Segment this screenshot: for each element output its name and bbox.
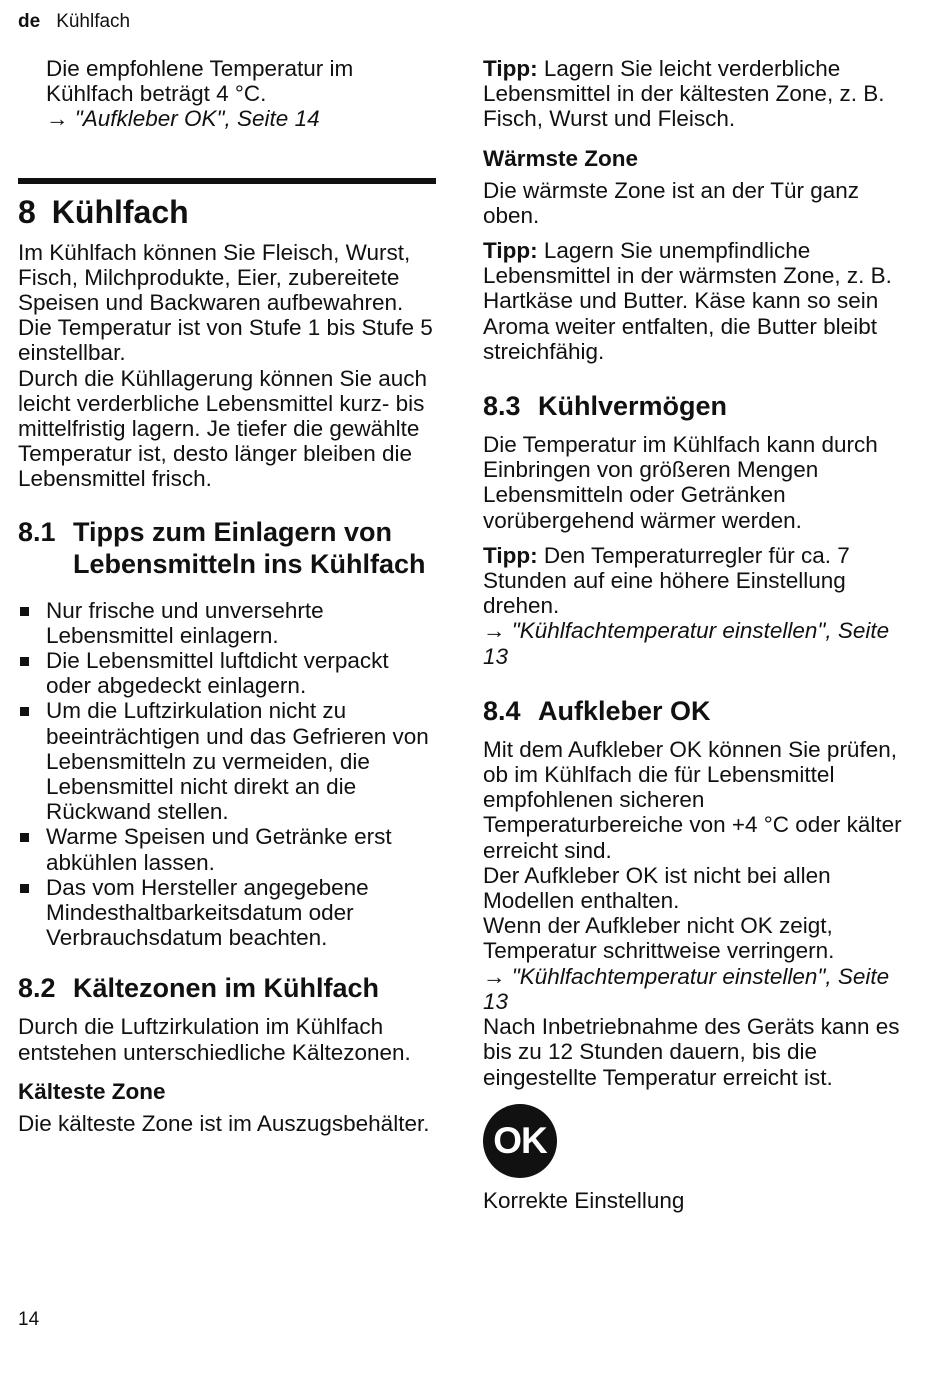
section-title: Kühlvermögen (538, 391, 728, 422)
page-number: 14 (18, 1309, 40, 1330)
section-number: 8.3 (483, 391, 521, 422)
chapter-paragraph-3: Durch die Kühllagerung können Sie auch leicht verderbliche Lebensmittel kurz- bis mittelfristig lagern. Je tiefer die gewählte Temperatur ist, desto länger bleiben die Lebensmittel frisch. (18, 365, 428, 492)
header-section-title: Kühlfach (56, 11, 131, 32)
list-item: Nur frische und unversehrte Lebensmittel einlagern. (18, 598, 436, 648)
coldest-zone-tip (483, 56, 903, 132)
tip-label: Tipp: (483, 238, 538, 264)
list-item: Warme Speisen und Getränke erst abkühlen lassen. (18, 824, 436, 874)
intro-block (18, 56, 436, 132)
warmest-zone-tip (483, 238, 903, 364)
section-8-2-heading (18, 972, 436, 1004)
tip-text: Lagern Sie unempfindliche Lebensmittel in der wärmsten Zone, z. B. Hartkäse und Butter. Käse kann so sein Aroma weiter entfalten, die Butter bleibt streichfähig. (483, 238, 892, 364)
section-title: Tipps zum Einlagern von Lebensmitteln ins Kühlfach (73, 516, 426, 579)
section-number: 8.2 (18, 973, 56, 1004)
section-number: 8.1 (18, 516, 56, 547)
page-header (18, 10, 130, 34)
ok-sticker-paragraph-4: Nach Inbetriebnahme des Geräts kann es bis zu 12 Stunden dauern, bis die eingestellte Temperatur erreicht ist. (483, 1014, 900, 1090)
list-item: Das vom Hersteller angegebene Mindesthaltbarkeitsdatum oder Verbrauchsdatum beachten. (18, 875, 436, 951)
left-column (18, 56, 436, 1136)
ok-sticker-icon: OK (483, 1104, 557, 1178)
cooling-capacity-text: Die Temperatur im Kühlfach kann durch Einbringen von größeren Mengen Lebensmitteln oder Getränken vorübergehend wärmer werden. (483, 432, 878, 533)
list-item: Um die Luftzirkulation nicht zu beeinträchtigen und das Gefrieren von Lebensmitteln zu vermeiden, die Lebensmittel nicht direkt an die Rückwand stellen. (18, 698, 436, 824)
section-8-4-heading (483, 695, 903, 727)
right-column (483, 56, 903, 1213)
section-8-3-heading (483, 390, 903, 422)
intro-cross-reference[interactable]: → "Aufkleber OK", Seite 14 (46, 106, 320, 132)
chapter-divider (18, 178, 436, 184)
tip-text: Lagern Sie leicht verderbliche Lebensmittel in der kältesten Zone, z. B. Fisch, Wurst und Fleisch. (483, 56, 885, 132)
tip-label: Tipp: (483, 542, 538, 568)
section-8-1-heading (18, 516, 436, 580)
chapter-heading (18, 192, 436, 232)
cold-zones-text: Durch die Luftzirkulation im Kühlfach entstehen unterschiedliche Kältezonen. (18, 1014, 411, 1065)
ok-sticker-paragraph-3: Wenn der Aufkleber nicht OK zeigt, Temperatur schrittweise verringern. (483, 913, 835, 964)
cooling-capacity-tip (483, 543, 903, 619)
section-number: 8.4 (483, 695, 521, 726)
section-title: Aufkleber OK (538, 695, 711, 726)
chapter-paragraph-2: Die Temperatur ist von Stufe 1 bis Stufe 5 einstellbar. (18, 315, 433, 366)
warmest-zone-heading: Wärmste Zone (483, 145, 639, 171)
tip-label: Tipp: (483, 56, 538, 81)
chapter-title: Kühlfach (51, 193, 189, 230)
temperature-setting-cross-reference[interactable]: → "Kühlfachtemperatur einstellen", Seite 13 (483, 618, 890, 669)
coldest-zone-text: Die kälteste Zone ist im Auszugsbehälter. (18, 1110, 430, 1136)
chapter-paragraph-1: Im Kühlfach können Sie Fleisch, Wurst, Fisch, Milchprodukte, Eier, zubereitete Speisen und Backwaren aufbewahren. (18, 239, 411, 316)
ok-sticker-caption: Korrekte Einstellung (483, 1187, 685, 1213)
language-code: de (18, 11, 41, 32)
ok-sticker-paragraph-2: Der Aufkleber OK ist nicht bei allen Modellen enthalten. (483, 862, 831, 914)
chapter-number: 8 (18, 193, 36, 230)
ok-sticker-paragraph-1: Mit dem Aufkleber OK können Sie prüfen, ob im Kühlfach die für Lebensmittel empfohlenen sicheren Temperaturbereiche von +4 °C oder kälter erreicht sind. (483, 736, 902, 863)
ok-sticker-cross-reference[interactable]: → "Kühlfachtemperatur einstellen", Seite 13 (483, 963, 890, 1014)
coldest-zone-heading: Kälteste Zone (18, 1078, 166, 1104)
tip-text: Den Temperaturregler für ca. 7 Stunden auf eine höhere Einstellung drehen. (483, 542, 850, 619)
section-title: Kältezonen im Kühlfach (73, 973, 380, 1004)
list-item: Die Lebensmittel luftdicht verpackt oder abgedeckt einlagern. (18, 648, 436, 698)
warmest-zone-text: Die wärmste Zone ist an der Tür ganz oben. (483, 177, 859, 228)
storage-tips-list (18, 598, 436, 951)
intro-text: Die empfohlene Temperatur im Kühlfach beträgt 4 °C. (46, 56, 354, 107)
